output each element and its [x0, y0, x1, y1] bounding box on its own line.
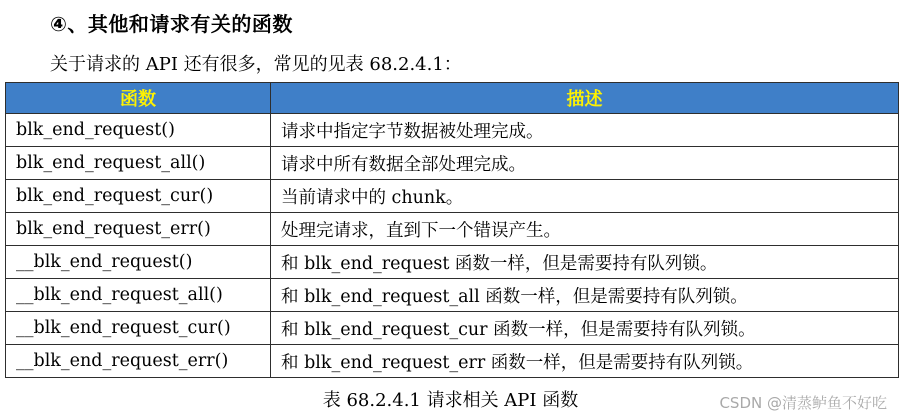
table-header-row — [6, 83, 899, 114]
description-cell: 当前请求中的 chunk。 — [271, 180, 899, 213]
function-cell: __blk_end_request_cur() — [6, 312, 271, 345]
function-cell: __blk_end_request_all() — [6, 279, 271, 312]
table-row — [6, 213, 899, 246]
function-cell: __blk_end_request() — [6, 246, 271, 279]
description-cell: 和 blk_end_request 函数一样，但是需要持有队列锁。 — [271, 246, 899, 279]
header-description: 描述 — [271, 83, 899, 114]
table-row — [6, 312, 899, 345]
header-function: 函数 — [6, 83, 271, 114]
table-row — [6, 246, 899, 279]
table-row — [6, 345, 899, 378]
table-row — [6, 114, 899, 147]
api-table-container — [5, 82, 898, 378]
function-cell: blk_end_request_cur() — [6, 180, 271, 213]
description-cell: 请求中所有数据全部处理完成。 — [271, 147, 899, 180]
function-cell: blk_end_request_all() — [6, 147, 271, 180]
section-heading: ④、其他和请求有关的函数 — [50, 12, 293, 36]
function-cell: __blk_end_request_err() — [6, 345, 271, 378]
description-cell: 和 blk_end_request_all 函数一样，但是需要持有队列锁。 — [271, 279, 899, 312]
table-row — [6, 180, 899, 213]
csdn-watermark: CSDN @清蒸鲈鱼不好吃 — [719, 394, 887, 412]
table-caption: 表 68.2.4.1 请求相关 API 函数 — [322, 390, 579, 411]
description-cell: 和 blk_end_request_err 函数一样，但是需要持有队列锁。 — [271, 345, 899, 378]
description-cell: 处理完请求，直到下一个错误产生。 — [271, 213, 899, 246]
description-cell: 请求中指定字节数据被处理完成。 — [271, 114, 899, 147]
description-cell: 和 blk_end_request_cur 函数一样，但是需要持有队列锁。 — [271, 312, 899, 345]
intro-paragraph: 关于请求的 API 还有很多，常见的见表 68.2.4.1： — [50, 54, 462, 75]
table-row — [6, 147, 899, 180]
table-row — [6, 279, 899, 312]
function-cell: blk_end_request_err() — [6, 213, 271, 246]
function-cell: blk_end_request() — [6, 114, 271, 147]
api-table — [5, 82, 899, 378]
